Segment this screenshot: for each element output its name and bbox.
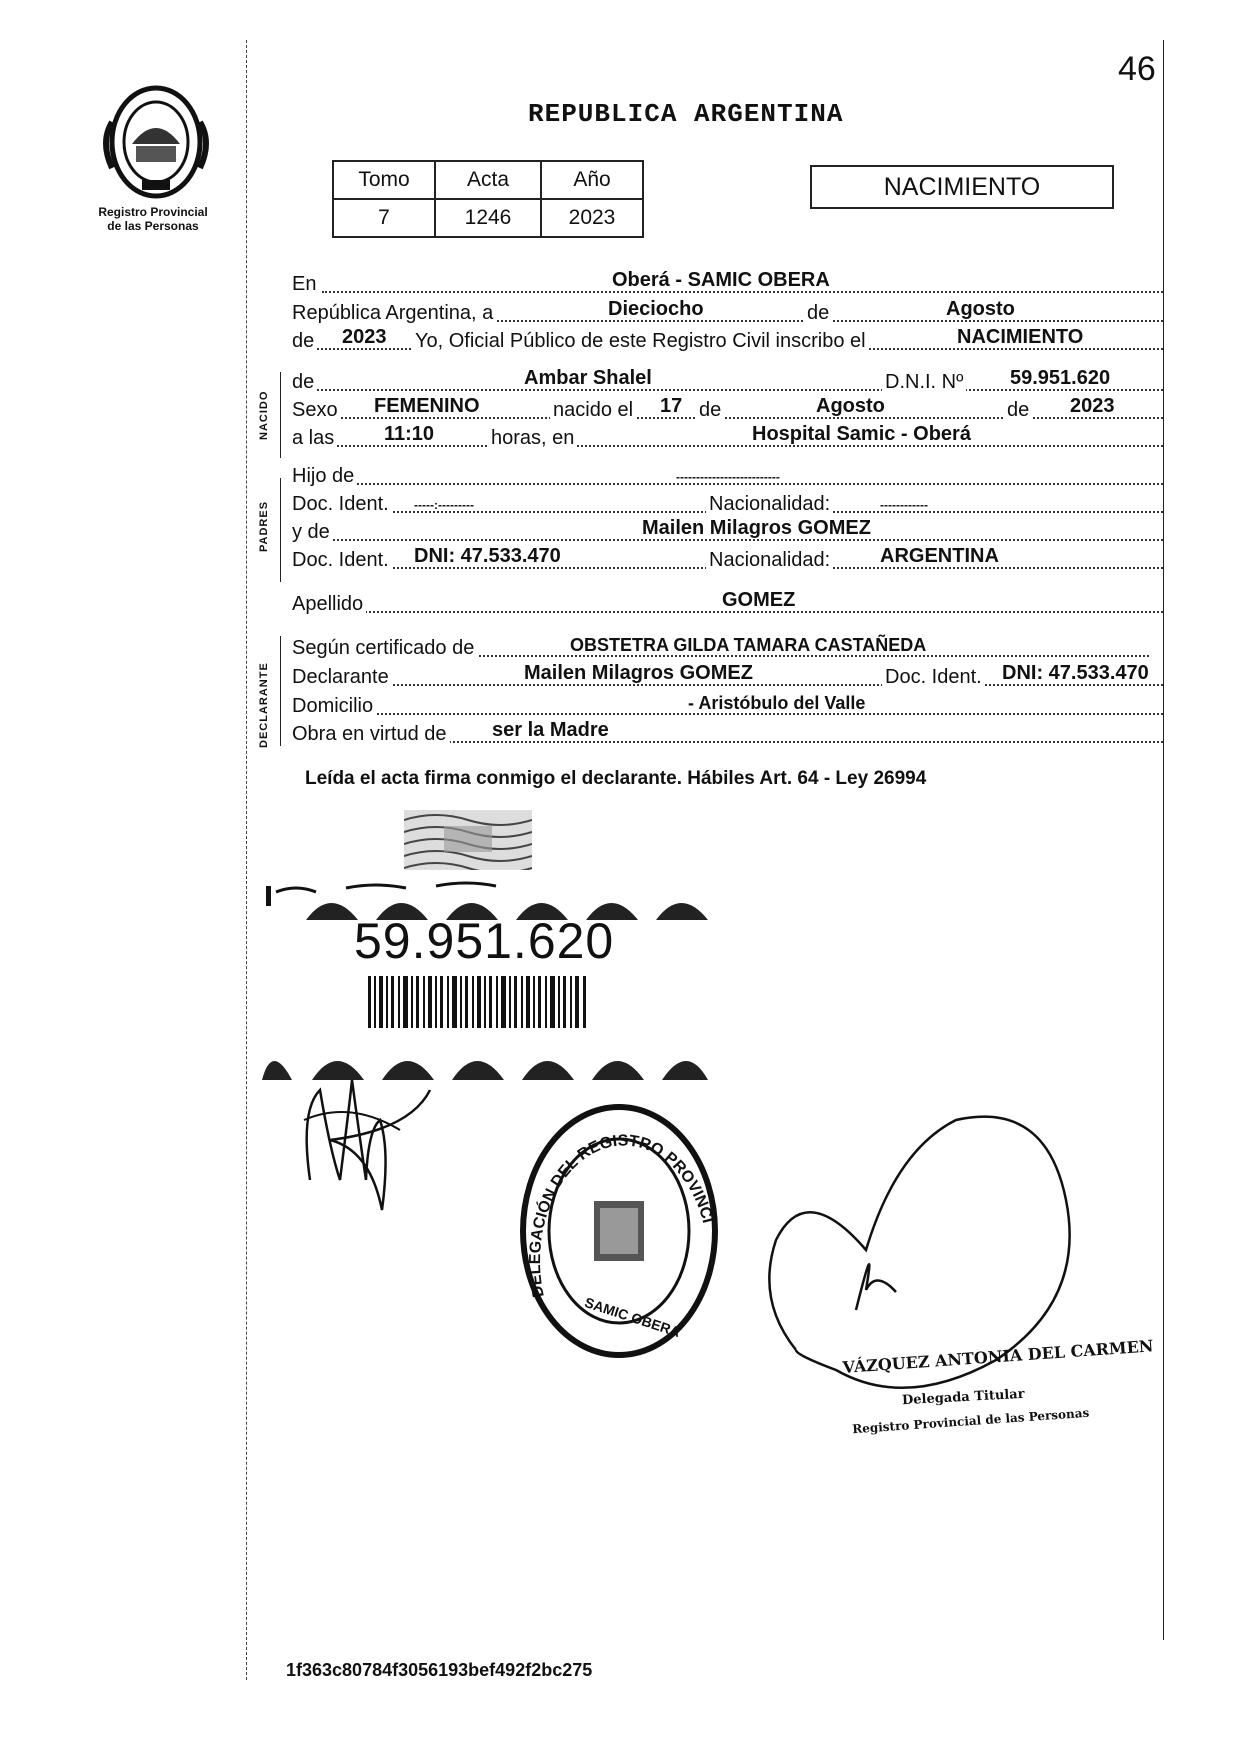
row-mother-doc [292, 546, 1163, 572]
ref-header-acta: Acta [435, 161, 541, 199]
label-en: En [292, 273, 319, 296]
label-de-5: de [1004, 399, 1032, 422]
value-declarant: Mailen Milagros GOMEZ [524, 662, 753, 684]
row-child-name [292, 368, 1163, 394]
value-address: - Aristóbulo del Valle [688, 693, 866, 713]
office-caption-line-1: Registro Provincial [98, 205, 208, 219]
label-de-3: de [292, 371, 317, 394]
value-declarant-doc: DNI: 47.533.470 [1002, 662, 1149, 684]
value-birth-year: 2023 [1070, 395, 1115, 417]
row-father [292, 462, 1163, 488]
official-role: Delegada Titular [901, 1386, 1025, 1409]
value-day-words: Dieciocho [608, 298, 704, 320]
label-nacionalidad-2: Nacionalidad: [706, 549, 833, 572]
section-line-padres [280, 478, 281, 582]
row-time-place [292, 424, 1163, 450]
label-nacionalidad: Nacionalidad: [706, 493, 833, 516]
value-sex: FEMENINO [374, 395, 480, 417]
round-seal [514, 1096, 724, 1371]
label-dni: D.N.I. Nº [882, 371, 966, 394]
section-line-declarante [280, 636, 281, 746]
label-doc-ident: Doc. Ident. [292, 493, 392, 516]
label-nacido: nacido el [550, 399, 636, 422]
section-line-nacido [280, 372, 281, 458]
ref-header-tomo: Tomo [333, 161, 435, 199]
row-sex-birth [292, 396, 1163, 422]
barcode-icon [368, 976, 592, 1028]
value-father-name: -------------------------- [676, 470, 780, 484]
label-obra: Obra en virtud de [292, 723, 450, 746]
seal-ring-text: DELEGACIÓN DEL REGISTRO PROVINCI [526, 1132, 717, 1299]
ref-value-ano: 2023 [541, 199, 643, 237]
label-y-de: y de [292, 521, 333, 544]
row-address [292, 692, 1163, 718]
row-mother [292, 518, 1163, 544]
value-birth-day: 17 [660, 395, 683, 417]
security-hologram [404, 810, 532, 875]
value-child-name: Ambar Shalel [524, 367, 652, 389]
ref-value-acta: 1246 [435, 199, 541, 237]
left-margin-line [246, 40, 248, 1680]
row-place [292, 270, 1163, 296]
value-birth-place: Hospital Samic - Oberá [752, 423, 971, 445]
value-father-doc: -----:--------- [414, 498, 474, 512]
value-birth-time: 11:10 [384, 423, 435, 445]
value-certifier: OBSTETRA GILDA TAMARA CASTAÑEDA [570, 635, 927, 655]
label-republica: República Argentina, a [292, 302, 496, 325]
label-domicilio: Domicilio [292, 695, 376, 718]
label-declarante: Declarante [292, 666, 392, 689]
label-doc-ident-2: Doc. Ident. [292, 549, 392, 572]
hologram-pattern-icon [404, 810, 532, 870]
sticker-dni-number: 59.951.620 [354, 913, 615, 969]
row-father-doc [292, 490, 1163, 516]
coat-of-arms-icon [92, 82, 220, 202]
value-month: Agosto [946, 298, 1015, 320]
row-date [292, 299, 1163, 325]
handwritten-signature-icon [290, 1070, 450, 1220]
official-office: Registro Provincial de las Personas [851, 1405, 1090, 1437]
label-de-1: de [804, 302, 832, 325]
row-capacity [292, 720, 1163, 746]
country-title: REPUBLICA ARGENTINA [528, 99, 844, 129]
declarant-signature [290, 1070, 450, 1225]
label-sexo: Sexo [292, 399, 341, 422]
ref-header-ano: Año [541, 161, 643, 199]
office-caption [78, 205, 228, 233]
value-year: 2023 [342, 326, 387, 348]
right-margin-line [1163, 40, 1164, 1640]
official-seal-icon [514, 1096, 724, 1366]
value-inscribe-type: NACIMIENTO [957, 326, 1084, 348]
row-inscribe [292, 327, 1163, 353]
value-surname: GOMEZ [722, 589, 796, 611]
ref-value-tomo: 7 [333, 199, 435, 237]
value-mother-doc: DNI: 47.533.470 [414, 545, 561, 567]
label-apellido: Apellido [292, 593, 366, 616]
value-place: Oberá - SAMIC OBERA [612, 269, 830, 291]
value-capacity: ser la Madre [492, 719, 609, 741]
label-de-2: de [292, 330, 317, 353]
sticker-barcode [368, 976, 592, 1033]
page-number: 46 [1118, 50, 1156, 88]
label-yo: Yo, Oficial Público de este Registro Civil inscribo el [412, 330, 869, 353]
label-de-4: de [696, 399, 724, 422]
document-hash: 1f363c80784f3056193bef492f2bc275 [286, 1660, 593, 1680]
label-doc-ident-3: Doc. Ident. [882, 666, 985, 689]
office-caption-line-2: de las Personas [107, 219, 199, 233]
side-label-padres: PADRES [258, 500, 270, 552]
value-mother-nationality: ARGENTINA [880, 545, 999, 567]
misiones-logo [92, 82, 220, 207]
label-certificado: Según certificado de [292, 637, 477, 660]
value-father-nationality: ------------ [880, 498, 928, 512]
side-label-declarante: DECLARANTE [258, 662, 270, 748]
side-label-nacido: NACIDO [258, 390, 270, 440]
act-type-box: NACIMIENTO [810, 165, 1114, 209]
value-mother-name: Mailen Milagros GOMEZ [642, 517, 871, 539]
label-hijo: Hijo de [292, 465, 357, 488]
reference-table [332, 160, 644, 238]
label-a-las: a las [292, 427, 337, 450]
row-certifier [292, 634, 1163, 660]
legal-text: Leída el acta firma conmigo el declarante. Hábiles Art. 64 - Ley 26994 [305, 768, 927, 789]
official-name: VÁZQUEZ ANTONIA DEL CARMEN [842, 1336, 1155, 1377]
row-surname [292, 590, 1163, 616]
label-horas: horas, en [488, 427, 577, 450]
row-declarant [292, 663, 1163, 689]
seal-bottom-text: SAMIC OBERA [582, 1294, 683, 1341]
value-birth-month: Agosto [816, 395, 885, 417]
value-child-dni: 59.951.620 [1010, 367, 1111, 389]
